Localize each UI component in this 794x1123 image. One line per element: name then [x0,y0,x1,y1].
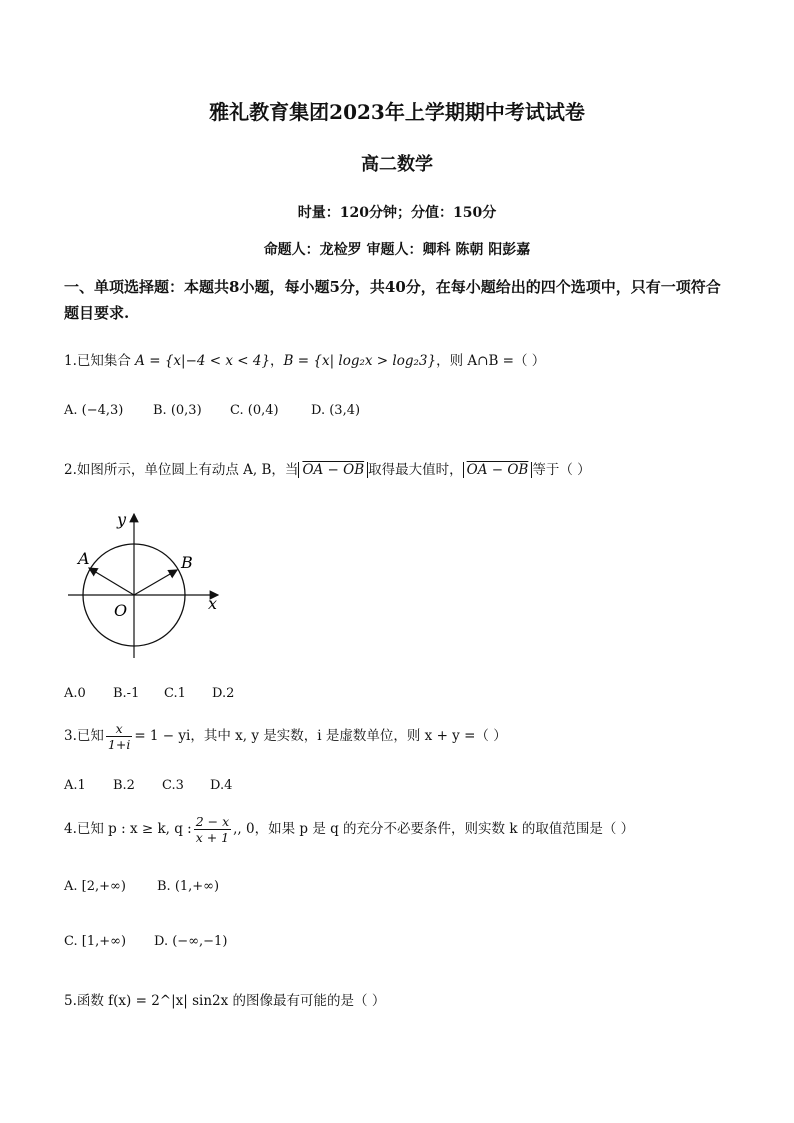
q3-prefix: 3.已知 [64,728,104,744]
x-axis-label: x [208,594,218,613]
question-1: 1.已知集合 A = {x|−4 < x < 4}，B = {x| log₂x > log₂3}，则 A∩B =（ ） [64,353,546,369]
subject-title: 高二数学 [361,154,433,175]
y-axis-label: y [117,510,127,529]
question-2 [64,458,591,478]
q4-option-c: C. [1,+∞) [64,934,127,949]
q4-numerator: 2 − x [195,814,230,829]
vector-ob [134,570,177,595]
q4-rest: ,, 0，如果 p 是 q 的充分不必要条件，则实数 k 的取值范围是（ ） [233,821,635,837]
q3-option-d: D.4 [210,778,233,793]
q1-suffix: ，则 A∩B =（ ） [436,353,546,369]
origin-label: O [114,601,128,620]
q3-option-c: C.3 [162,778,184,793]
vector-oa [89,568,134,595]
q1-option-b: B. (0,3) [153,403,202,418]
point-b-label: B [181,553,193,572]
q1-option-d: D. (3,4) [311,403,361,418]
q2-option-c: C.1 [164,686,186,701]
q1-option-a: A. (−4,3) [64,403,124,418]
q4-prefix: 4.已知 p : x ≥ k, q : [64,821,192,837]
question-5: 5.函数 f(x) = 2^|x| sin2x 的图像最有可能的是（ ） [64,993,386,1009]
q2-expression-repeat: OA − OB [463,462,533,478]
q3-rest: = 1 − yi，其中 x, y 是实数，i 是虚数单位，则 x + y =（ ） [134,728,507,744]
time-score-line: 时量：120分钟；分值：150分 [297,205,497,221]
q3-denominator: 1+i [107,737,131,752]
q1-prefix: 1.已知集合 [64,353,136,369]
q2-prefix: 2.如图所示，单位圆上有动点 A, B，当 [64,462,299,478]
q4-option-d: D. (−∞,−1) [154,934,228,949]
q2-option-b: B.-1 [113,686,140,701]
exam-title: 雅礼教育集团2023年上学期期中考试试卷 [209,100,585,124]
section-heading: 一、单项选择题：本题共8小题，每小题5分，共40分，在每小题给出的四个选项中，只有一项符合题目要求. [64,278,721,322]
q1-option-c: C. (0,4) [230,403,279,418]
q4-fraction [194,814,231,845]
point-a-label: A [78,549,90,568]
unit-circle-figure [62,508,232,668]
q1-set-a: A = {x|−4 < x < 4} [135,353,271,369]
q2-expression: OA − OB [298,462,368,478]
q1-set-b: B = {x| log₂x > log₂3} [283,353,437,369]
q2-option-a: A.0 [64,686,86,701]
q2-option-d: D.2 [212,686,235,701]
q3-option-a: A.1 [64,778,86,793]
q3-fraction [106,721,132,752]
q3-option-b: B.2 [113,778,135,793]
q3-numerator: x [106,721,132,737]
authors-line: 命题人：龙检罗 审题人：卿科 陈朝 阳彭嘉 [263,242,531,258]
question-4 [64,814,634,845]
q2-suffix: 等于（ ） [532,462,591,478]
q2-middle: 取得最大值时， [368,462,463,478]
q4-denominator: x + 1 [195,830,230,845]
q4-option-a: A. [2,+∞) [64,879,126,894]
q4-option-b: B. (1,+∞) [157,879,220,894]
question-3 [64,721,507,752]
